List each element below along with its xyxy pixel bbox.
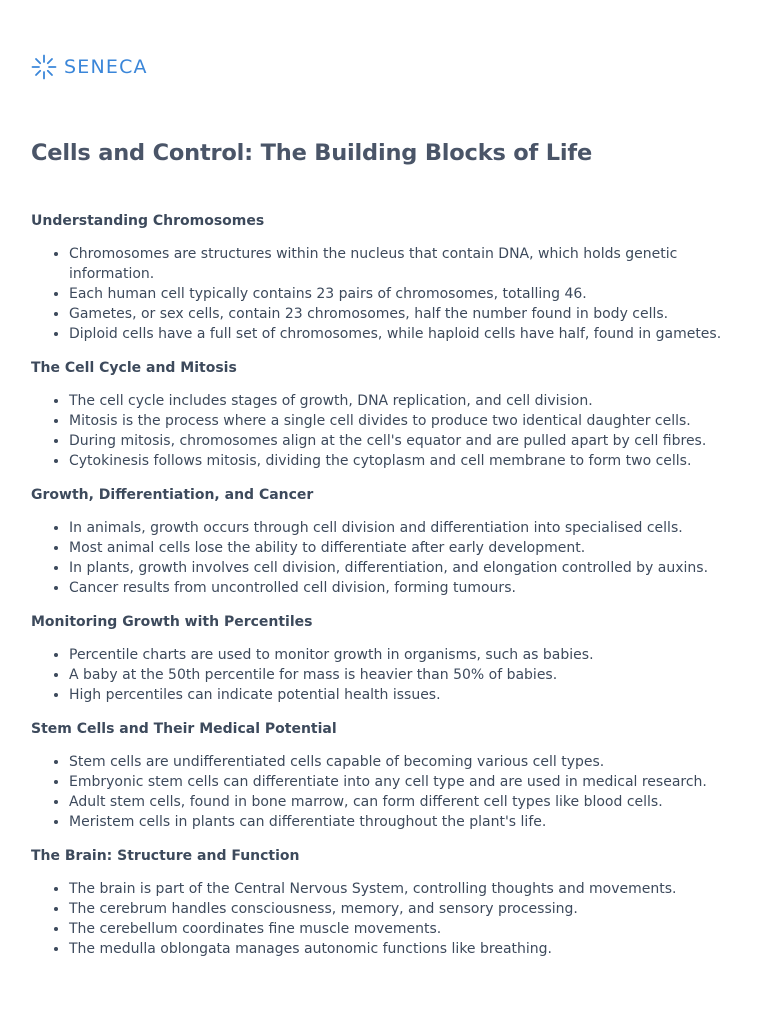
list-item: • The brain is part of the Central Nervous System, controlling thoughts and movements.: [69, 879, 743, 899]
list-item: • A baby at the 50th percentile for mass is heavier than 50% of babies.: [69, 665, 743, 685]
list-item: • The cell cycle includes stages of growth, DNA replication, and cell division.: [69, 391, 743, 411]
list-item: • Cytokinesis follows mitosis, dividing the cytoplasm and cell membrane to form two cells.: [69, 451, 743, 471]
list-item: • Mitosis is the process where a single cell divides to produce two identical daughter cells.: [69, 411, 743, 431]
list-item: • Chromosomes are structures within the nucleus that contain DNA, which holds genetic information.: [69, 244, 743, 284]
section-heading: Growth, Differentiation, and Cancer: [31, 487, 314, 503]
page-title: Cells and Control: The Building Blocks of Life: [31, 140, 593, 166]
list-item: • In animals, growth occurs through cell division and differentiation into specialised cells.: [69, 518, 743, 538]
list-item: • Cancer results from uncontrolled cell division, forming tumours.: [69, 578, 743, 598]
bullet-list: [31, 244, 743, 344]
bullet-list: [31, 391, 743, 471]
list-item: • The medulla oblongata manages autonomic functions like breathing.: [69, 939, 743, 959]
notes-content: [31, 210, 743, 972]
list-item: • Adult stem cells, found in bone marrow, can form different cell types like blood cells.: [69, 792, 743, 812]
list-item: • During mitosis, chromosomes align at the cell's equator and are pulled apart by cell fibres.: [69, 431, 743, 451]
list-item: • The cerebellum coordinates fine muscle movements.: [69, 919, 743, 939]
list-item: • Most animal cells lose the ability to differentiate after early development.: [69, 538, 743, 558]
bullet-list: [31, 518, 743, 598]
section-heading: The Brain: Structure and Function: [31, 848, 300, 864]
section-heading: Monitoring Growth with Percentiles: [31, 614, 313, 630]
list-item: • Meristem cells in plants can differentiate throughout the plant's life.: [69, 812, 743, 832]
list-item: • Diploid cells have a full set of chromosomes, while haploid cells have half, found in gametes.: [69, 324, 743, 344]
brand-name: SENECA: [64, 56, 148, 78]
list-item: • The cerebrum handles consciousness, memory, and sensory processing.: [69, 899, 743, 919]
seneca-star-icon: [31, 54, 57, 80]
list-item: • Each human cell typically contains 23 pairs of chromosomes, totalling 46.: [69, 284, 743, 304]
list-item: • Embryonic stem cells can differentiate into any cell type and are used in medical research.: [69, 772, 743, 792]
section-heading: The Cell Cycle and Mitosis: [31, 360, 237, 376]
list-item: • Stem cells are undifferentiated cells capable of becoming various cell types.: [69, 752, 743, 772]
list-item: • High percentiles can indicate potential health issues.: [69, 685, 743, 705]
bullet-list: [31, 879, 743, 959]
seneca-logo: [31, 54, 148, 80]
section-heading: Understanding Chromosomes: [31, 213, 265, 229]
bullet-list: [31, 752, 743, 832]
list-item: • Gametes, or sex cells, contain 23 chromosomes, half the number found in body cells.: [69, 304, 743, 324]
section-heading: Stem Cells and Their Medical Potential: [31, 721, 337, 737]
bullet-list: [31, 645, 743, 705]
list-item: • In plants, growth involves cell division, differentiation, and elongation controlled by auxins.: [69, 558, 743, 578]
list-item: • Percentile charts are used to monitor growth in organisms, such as babies.: [69, 645, 743, 665]
